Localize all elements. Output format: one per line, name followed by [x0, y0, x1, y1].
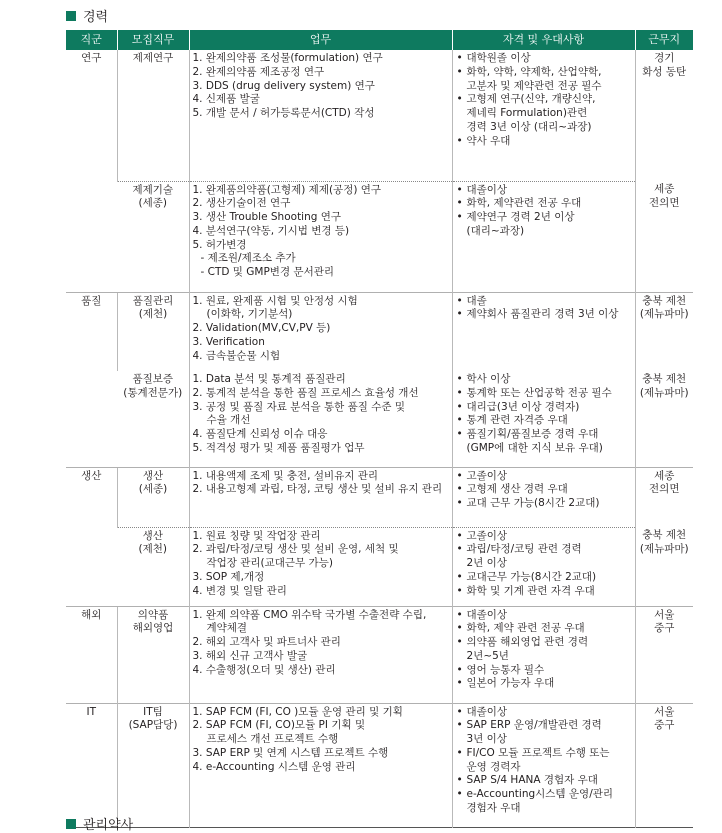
qualification-item: • 화학, 제약관련 전공 우대 [456, 197, 632, 211]
duty-item: 2. Validation(MV,CV,PV 등) [192, 322, 331, 335]
duty-item: 2. 내용고형제 과립, 타정, 코팅 생산 및 설비 유지 관리 [192, 483, 443, 496]
duty-item: 4. e-Accounting 시스템 운영 관리 [192, 760, 356, 773]
duty-item-continued: 작업장 관리(교대근무 가능) [206, 557, 333, 570]
qualification-item: • 화학 및 기계 관련 자격 우대 [456, 585, 632, 599]
duty-subitem: - 제조원/제조소 추가 [200, 252, 296, 265]
qualifications-cell [452, 606, 635, 703]
location-line: (제뉴파마) [639, 308, 689, 321]
duties-cell [189, 703, 452, 827]
duty-item: 1. SAP FCM (FI, CO )모듈 운영 관리 및 기획 [192, 705, 403, 718]
duty-item-continued: 계약체결 [206, 622, 248, 635]
qualification-item: • 대졸이상 [456, 706, 632, 720]
location-line: 서울 [654, 608, 675, 621]
job-title-location: (제천) [138, 543, 167, 556]
category-label: 생산 [81, 469, 102, 482]
header-category: 직군 [66, 30, 117, 50]
job-title-cell [117, 371, 189, 467]
qualification-item: • 약사 우대 [456, 135, 632, 149]
qualification-item: • 일본어 가능자 우대 [456, 677, 632, 691]
duty-item: 2. 생산기술이전 연구 [192, 197, 291, 210]
job-title: 제제연구 [132, 52, 174, 64]
qualification-item: • 제약회사 품질관리 경력 3년 이상 [456, 308, 632, 322]
duties-cell [189, 527, 452, 606]
duty-item: 4. 수출행정(오더 및 생산) 관리 [192, 663, 336, 676]
qualification-item: • 품질기획/품질보증 경력 우대 (GMP에 대한 지식 보유 우대) [456, 428, 632, 456]
location-line: (제뉴파마) [639, 542, 689, 555]
qualification-item: • 고형제 연구(신약, 개량신약, 제네릭 Formulation)관련 경력 3년 이상 (대리~과장) [456, 93, 632, 134]
qualification-item: • 통계 관련 자격증 우대 [456, 414, 632, 428]
header-job: 모집직무 [117, 30, 189, 50]
duty-item: 4. 분석연구(약동, 기시법 변경 등) [192, 224, 350, 237]
duty-item: 3. DDS (drug delivery system) 연구 [192, 79, 375, 92]
location-line: 서울 [654, 705, 675, 718]
duty-item: 1. 완제 의약품 CMO 위수탁 국가별 수출전략 수립, [192, 608, 427, 621]
qualification-item: • 제약연구 경력 2년 이상 (대리~과장) [456, 211, 632, 239]
location-line: 세종 [654, 183, 675, 195]
qualification-item: • 교대 근무 가능(8시간 2교대) [456, 497, 632, 511]
job-title-cell [117, 292, 189, 371]
duty-item: 4. 품질단계 신뢰성 이슈 대응 [192, 428, 328, 441]
job-title: 제제기술 [132, 183, 174, 196]
location-line: 세종 [654, 469, 675, 482]
duties-cell [189, 50, 452, 181]
duty-item: 2. 과립/타정/코팅 생산 및 설비 운영, 세척 및 [192, 543, 399, 556]
qualification-item: • 대졸이상 [456, 184, 632, 198]
qualification-item: • 고졸이상 [456, 470, 632, 484]
location-cell [635, 467, 693, 527]
category-cell [66, 606, 117, 703]
header-duties: 업무 [189, 30, 452, 50]
table-row [66, 50, 693, 181]
job-title-cell [117, 467, 189, 527]
duty-item: 4. 신제품 발굴 [192, 93, 260, 106]
category-label: IT [86, 705, 96, 718]
qualification-item: • 화학, 제약 관련 전공 우대 [456, 622, 632, 636]
qualification-item: • 화학, 약학, 약제학, 산업약학, 고분자 및 제약관련 전공 필수 [456, 66, 632, 94]
duties-cell [189, 292, 452, 371]
job-title: 의약품 [137, 608, 169, 621]
qualification-item: • 학사 이상 [456, 373, 632, 387]
job-title-cell [117, 703, 189, 827]
location-cell [635, 181, 693, 292]
location-line: 전의면 [649, 483, 680, 496]
location-line: 경기 [654, 52, 675, 64]
duty-item: 4. 변경 및 일탈 관리 [192, 584, 287, 597]
location-cell [635, 292, 693, 371]
qualification-item: • 의약품 해외영업 관련 경력 2년~5년 [456, 636, 632, 664]
qualification-item: • 고졸이상 [456, 530, 632, 544]
location-cell [635, 527, 693, 606]
table-row [66, 527, 693, 606]
job-title-cell [117, 606, 189, 703]
job-title: (SAP담당) [128, 719, 178, 732]
duty-item-continued: 수율 개선 [206, 414, 251, 427]
duty-item: 4. 금속불순물 시험 [192, 349, 281, 362]
qualification-item: • 영어 능통자 필수 [456, 664, 632, 678]
category-cell [66, 703, 117, 827]
job-title-location: (세종) [138, 483, 168, 496]
qualification-item: • SAP ERP 운영/개발관련 경력 3년 이상 [456, 719, 632, 747]
qualification-item: • FI/CO 모듈 프로젝트 수행 또는 운영 경력자 [456, 747, 632, 775]
location-line: 충북 제천 [642, 294, 687, 307]
job-title: 해외영업 [132, 622, 174, 635]
location-line: 화성 동탄 [642, 65, 687, 78]
job-title: 생산 [142, 469, 164, 482]
duty-item: 5. 허가변경 [192, 238, 247, 251]
job-title: 품질보증 [132, 373, 174, 385]
table-row [66, 606, 693, 703]
location-line: 충북 제천 [642, 529, 687, 541]
qualifications-cell [452, 181, 635, 292]
category-cell [66, 292, 117, 467]
qualifications-cell [452, 292, 635, 371]
qualification-item: • 대리급(3년 이상 경력자) [456, 401, 632, 415]
header-location: 근무지 [635, 30, 693, 50]
duty-item: 2. 완제의약품 제조공정 연구 [192, 65, 325, 78]
duties-cell [189, 371, 452, 467]
location-cell [635, 606, 693, 703]
duty-item-continued: (이화학, 기기분석) [206, 308, 293, 321]
category-cell [66, 50, 117, 292]
table-row [66, 371, 693, 467]
job-title-cell [117, 527, 189, 606]
category-label: 연구 [81, 52, 102, 64]
duty-item: 1. 완제의약품 조성물(formulation) 연구 [192, 52, 383, 64]
duties-cell [189, 606, 452, 703]
job-title-cell [117, 181, 189, 292]
duty-item: 5. 적격성 평가 및 제품 품질평가 업무 [192, 441, 365, 454]
duties-cell [189, 181, 452, 292]
table-header-row [66, 30, 693, 50]
duty-subitem: - CTD 및 GMP변경 문서관리 [200, 266, 334, 279]
job-title: 품질관리 [132, 294, 174, 307]
table-row [66, 181, 693, 292]
category-cell [66, 467, 117, 606]
duty-item: 1. 원료, 완제품 시험 및 안정성 시험 [192, 294, 358, 307]
category-label: 품질 [81, 294, 102, 307]
duty-item: 5. 개발 문서 / 허가등록문서(CTD) 작성 [192, 107, 375, 120]
qualifications-cell [452, 527, 635, 606]
job-title-location: (통계전문가) [123, 386, 183, 399]
career-table [66, 30, 693, 828]
section-title: 경력 [83, 10, 109, 25]
qualification-item: • 고형제 생산 경력 우대 [456, 483, 632, 497]
duty-item-continued: 프로세스 개선 프로젝트 수행 [206, 733, 339, 746]
duty-item: 3. 공정 및 품질 자료 분석을 통한 품질 수준 및 [192, 400, 405, 413]
job-title: IT팀 [143, 705, 163, 718]
qualification-item: • 대학원졸 이상 [456, 52, 632, 66]
header-qualifications: 자격 및 우대사항 [452, 30, 635, 50]
duty-item: 3. SOP 제,개정 [192, 570, 265, 583]
table-row [66, 703, 693, 827]
qualification-item: • 과립/타정/코팅 관련 경력 2년 이상 [456, 543, 632, 571]
qualifications-cell [452, 467, 635, 527]
section-title: 관리약사 [83, 818, 134, 833]
duty-item: 3. 해외 신규 고객사 발굴 [192, 649, 308, 662]
duty-item: 3. SAP ERP 및 연계 시스템 프로젝트 수행 [192, 746, 389, 759]
duty-item: 1. 내용액제 조제 및 충전, 설비유지 관리 [192, 469, 379, 482]
location-cell [635, 50, 693, 181]
location-cell [635, 703, 693, 827]
location-line: 충북 제천 [642, 373, 687, 385]
location-line: (제뉴파마) [639, 386, 689, 399]
location-line: 중구 [654, 622, 675, 635]
duties-cell [189, 467, 452, 527]
job-title: 생산 [142, 529, 163, 542]
table-row [66, 292, 693, 371]
duty-item: 3. Verification [192, 335, 265, 348]
section-heading-career [66, 6, 108, 25]
qualification-item: • 교대근무 가능(8시간 2교대) [456, 571, 632, 585]
qualifications-cell [452, 50, 635, 181]
duty-item: 1. 완제품의약품(고형제) 제제(공정) 연구 [192, 183, 382, 196]
qualification-item: • e-Accounting시스템 운영/관리 경험자 우대 [456, 788, 632, 816]
location-cell [635, 371, 693, 467]
section-marker-icon [66, 11, 76, 21]
location-line: 전의면 [649, 196, 680, 209]
duty-item: 2. SAP FCM (FI, CO)모듈 PI 기획 및 [192, 719, 366, 732]
qualifications-cell [452, 703, 635, 827]
location-line: 중구 [654, 719, 675, 732]
qualification-item: • SAP S/4 HANA 경험자 우대 [456, 774, 632, 788]
table-row [66, 467, 693, 527]
job-title-location: (제천) [138, 308, 168, 321]
qualification-item: • 대졸 [456, 295, 632, 309]
qualification-item: • 통계학 또는 산업공학 전공 필수 [456, 387, 632, 401]
qualification-item: • 대졸이상 [456, 609, 632, 623]
duty-item: 2. 해외 고객사 및 파트너사 관리 [192, 636, 341, 649]
duty-item: 1. Data 분석 및 통계적 품질관리 [192, 373, 346, 385]
job-title-location: (세종) [138, 197, 167, 210]
duty-item: 3. 생산 Trouble Shooting 연구 [192, 211, 342, 224]
duty-item: 2. 통계적 분석을 통한 품질 프로세스 효율성 개선 [192, 386, 419, 399]
category-label: 해외 [81, 608, 102, 621]
duty-item: 1. 원료 칭량 및 작업장 관리 [192, 529, 321, 542]
job-title-cell [117, 50, 189, 181]
section-heading-pharmacist [66, 814, 133, 833]
qualifications-cell [452, 371, 635, 467]
